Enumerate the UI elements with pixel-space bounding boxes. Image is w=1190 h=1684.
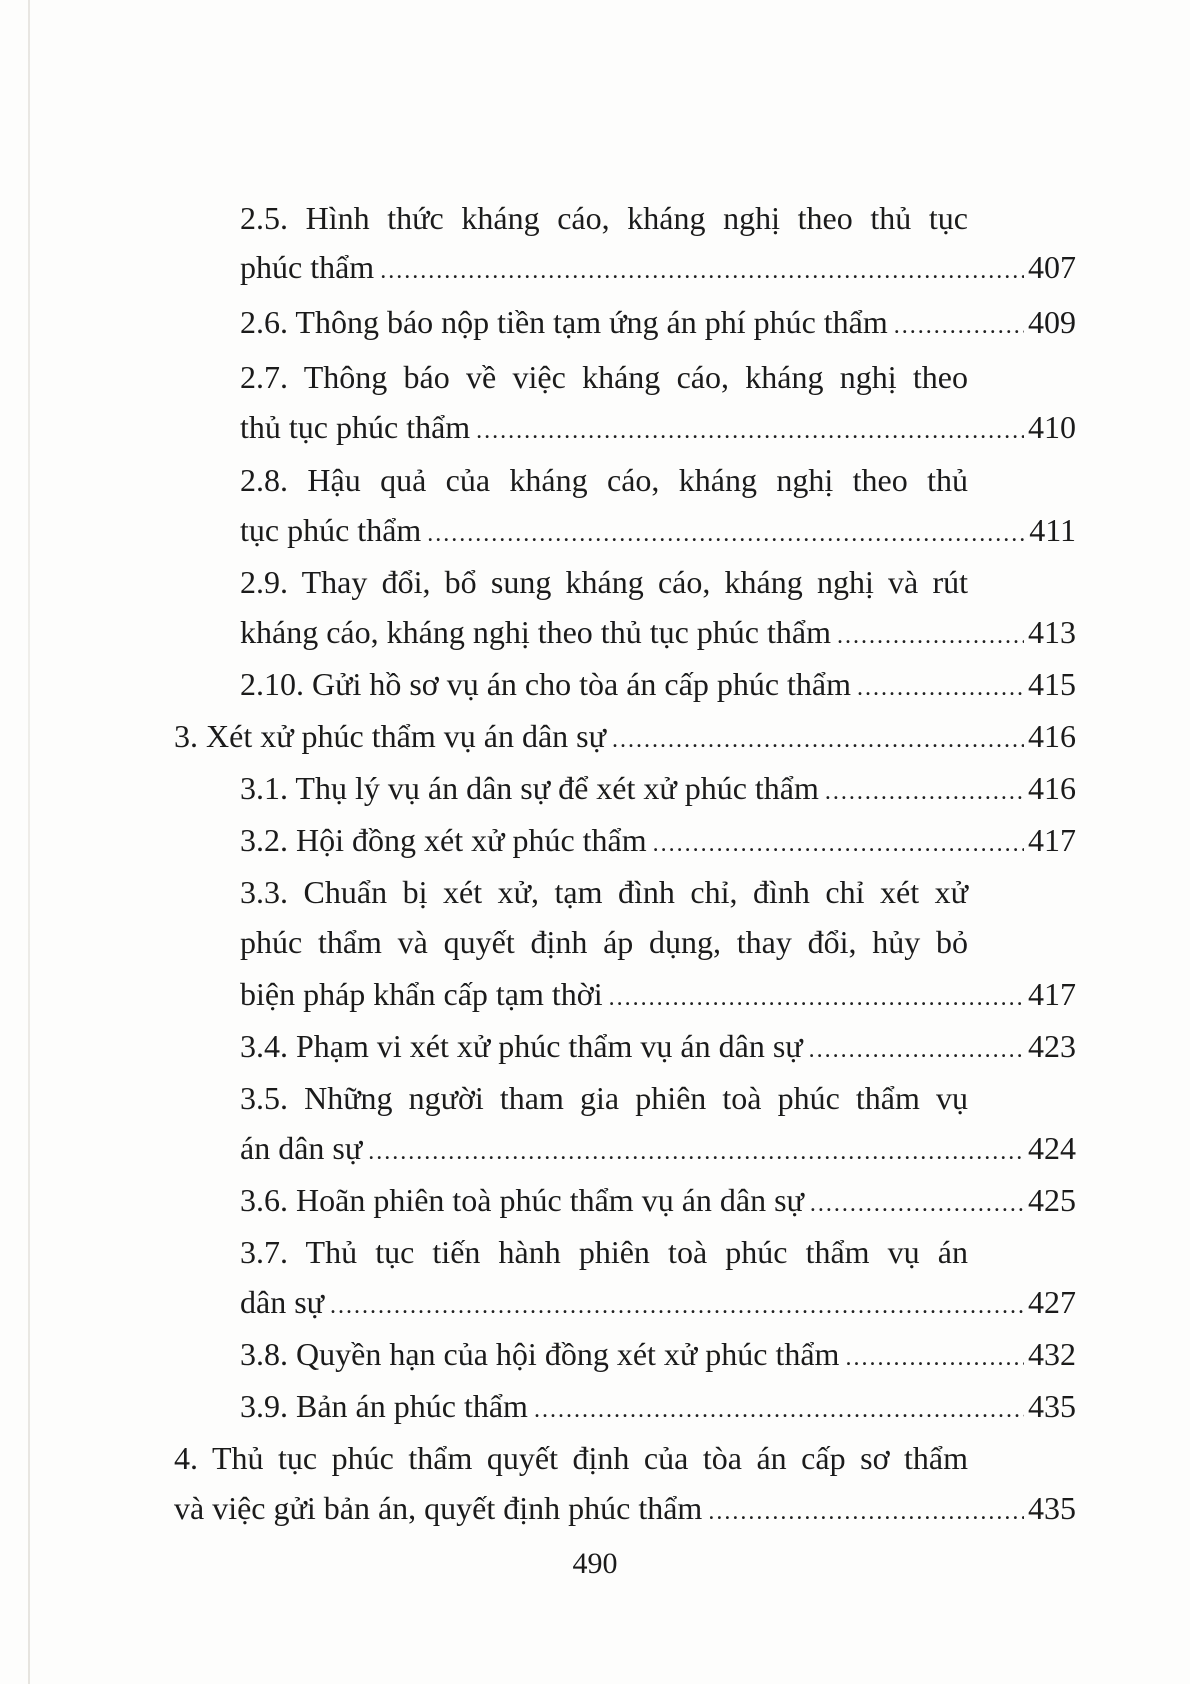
dot-leader bbox=[612, 720, 1024, 760]
toc-page-number: 416 bbox=[1028, 770, 1076, 806]
dot-leader bbox=[380, 251, 1024, 291]
toc-entry-text: thủ tục phúc thẩm bbox=[240, 409, 471, 445]
toc-entry-3-7-line1: 3.7. Thủ tục tiến hành phiên toà phúc thẩm vụ án bbox=[240, 1234, 968, 1270]
dot-leader bbox=[857, 668, 1024, 708]
toc-entry-3-6[interactable] bbox=[240, 1180, 1076, 1224]
toc-entry-text: dân sự bbox=[240, 1284, 324, 1320]
dot-leader bbox=[809, 1030, 1024, 1070]
toc-entry-2-8-line1: 2.8. Hậu quả của kháng cáo, kháng nghị theo thủ bbox=[240, 462, 968, 498]
toc-entry-text: biện pháp khẩn cấp tạm thời bbox=[240, 976, 603, 1012]
toc-entry-text: 3.8. Quyền hạn của hội đồng xét xử phúc thẩm bbox=[240, 1336, 840, 1372]
toc-entry-text: 3.2. Hội đồng xét xử phúc thẩm bbox=[240, 822, 647, 858]
dot-leader bbox=[476, 411, 1024, 451]
toc-page-number: 417 bbox=[1028, 822, 1076, 858]
dot-leader bbox=[330, 1286, 1024, 1326]
page-number: 490 bbox=[572, 1547, 618, 1580]
toc-page-number: 423 bbox=[1028, 1028, 1076, 1064]
toc-entry-3-1[interactable] bbox=[240, 768, 1076, 812]
dot-leader bbox=[845, 1338, 1024, 1378]
toc-page-number: 409 bbox=[1028, 304, 1076, 340]
toc-entry-2-9[interactable] bbox=[240, 612, 1076, 656]
toc-entry-3-5-line1: 3.5. Những người tham gia phiên toà phúc thẩm vụ bbox=[240, 1080, 968, 1116]
toc-page-number: 417 bbox=[1028, 976, 1076, 1012]
toc-page-number: 427 bbox=[1028, 1284, 1076, 1320]
toc-entry-2-7-line1: 2.7. Thông báo về việc kháng cáo, kháng nghị theo bbox=[240, 359, 968, 395]
toc-entry-text: 3. Xét xử phúc thẩm vụ án dân sự bbox=[174, 718, 606, 754]
toc-entry-3-5[interactable] bbox=[240, 1128, 1076, 1172]
toc-entry-3-2[interactable] bbox=[240, 820, 1076, 864]
toc-entry-text: 3.6. Hoãn phiên toà phúc thẩm vụ án dân sự bbox=[240, 1182, 804, 1218]
toc-entry-3-4[interactable] bbox=[240, 1026, 1076, 1070]
toc-page-number: 410 bbox=[1028, 409, 1076, 445]
toc-entry-text: kháng cáo, kháng nghị theo thủ tục phúc thẩm bbox=[240, 614, 831, 650]
toc-entry-2-5-line1: 2.5. Hình thức kháng cáo, kháng nghị theo thủ tục bbox=[240, 200, 968, 236]
toc-entry-2-7[interactable] bbox=[240, 407, 1076, 451]
dot-leader bbox=[427, 514, 1025, 554]
dot-leader bbox=[368, 1132, 1024, 1172]
toc-page-number: 435 bbox=[1028, 1388, 1076, 1424]
toc-page-number: 435 bbox=[1028, 1490, 1076, 1526]
toc-entry-2-9-line1: 2.9. Thay đổi, bổ sung kháng cáo, kháng nghị và rút bbox=[240, 564, 968, 600]
dot-leader bbox=[810, 1184, 1024, 1224]
toc-entry-text: 2.10. Gửi hồ sơ vụ án cho tòa án cấp phúc thẩm bbox=[240, 666, 852, 702]
toc-entry-2-10[interactable] bbox=[240, 664, 1076, 708]
toc-page-number: 415 bbox=[1028, 666, 1076, 702]
dot-leader bbox=[534, 1390, 1024, 1430]
toc-entry-text: 2.6. Thông báo nộp tiền tạm ứng án phí phúc thẩm bbox=[240, 304, 888, 340]
toc-page-number: 411 bbox=[1029, 512, 1076, 548]
toc-page-number: 424 bbox=[1028, 1130, 1076, 1166]
toc-entry-3-7[interactable] bbox=[240, 1282, 1076, 1326]
toc-entry-3-3-line1: 3.3. Chuẩn bị xét xử, tạm đình chỉ, đình chỉ xét xử bbox=[240, 874, 968, 910]
toc-entry-2-8[interactable] bbox=[240, 510, 1076, 554]
toc-entry-2-5[interactable] bbox=[240, 247, 1076, 291]
toc-entry-2-6[interactable] bbox=[240, 302, 1076, 346]
dot-leader bbox=[653, 824, 1024, 864]
toc-page-number: 407 bbox=[1028, 249, 1076, 285]
toc-entry-text: 3.1. Thụ lý vụ án dân sự để xét xử phúc thẩm bbox=[240, 770, 819, 806]
toc-entry-text: và việc gửi bản án, quyết định phúc thẩm bbox=[174, 1490, 703, 1526]
toc-entry-4[interactable] bbox=[174, 1488, 1076, 1532]
toc-page-number: 432 bbox=[1028, 1336, 1076, 1372]
toc-entry-3-8[interactable] bbox=[240, 1334, 1076, 1378]
dot-leader bbox=[894, 306, 1024, 346]
toc-entry-text: phúc thẩm bbox=[240, 249, 375, 285]
toc-page-number: 425 bbox=[1028, 1182, 1076, 1218]
toc-entry-text: án dân sự bbox=[240, 1130, 363, 1166]
toc-entry-3-3-line2: phúc thẩm và quyết định áp dụng, thay đổi, hủy bỏ bbox=[240, 924, 968, 960]
dot-leader bbox=[609, 978, 1024, 1018]
toc-entry-text: 3.9. Bản án phúc thẩm bbox=[240, 1388, 528, 1424]
dot-leader bbox=[837, 616, 1024, 656]
toc-entry-4-line1: 4. Thủ tục phúc thẩm quyết định của tòa án cấp sơ thẩm bbox=[174, 1440, 968, 1476]
dot-leader bbox=[825, 772, 1024, 812]
toc-entry-text: tục phúc thẩm bbox=[240, 512, 422, 548]
toc-page-number: 416 bbox=[1028, 718, 1076, 754]
toc-page-number: 413 bbox=[1028, 614, 1076, 650]
dot-leader bbox=[708, 1492, 1024, 1532]
toc-entry-3-9[interactable] bbox=[240, 1386, 1076, 1430]
toc-entry-3-3[interactable] bbox=[240, 974, 1076, 1018]
toc-entry-3[interactable] bbox=[174, 716, 1076, 760]
toc-entry-text: 3.4. Phạm vi xét xử phúc thẩm vụ án dân sự bbox=[240, 1028, 803, 1064]
